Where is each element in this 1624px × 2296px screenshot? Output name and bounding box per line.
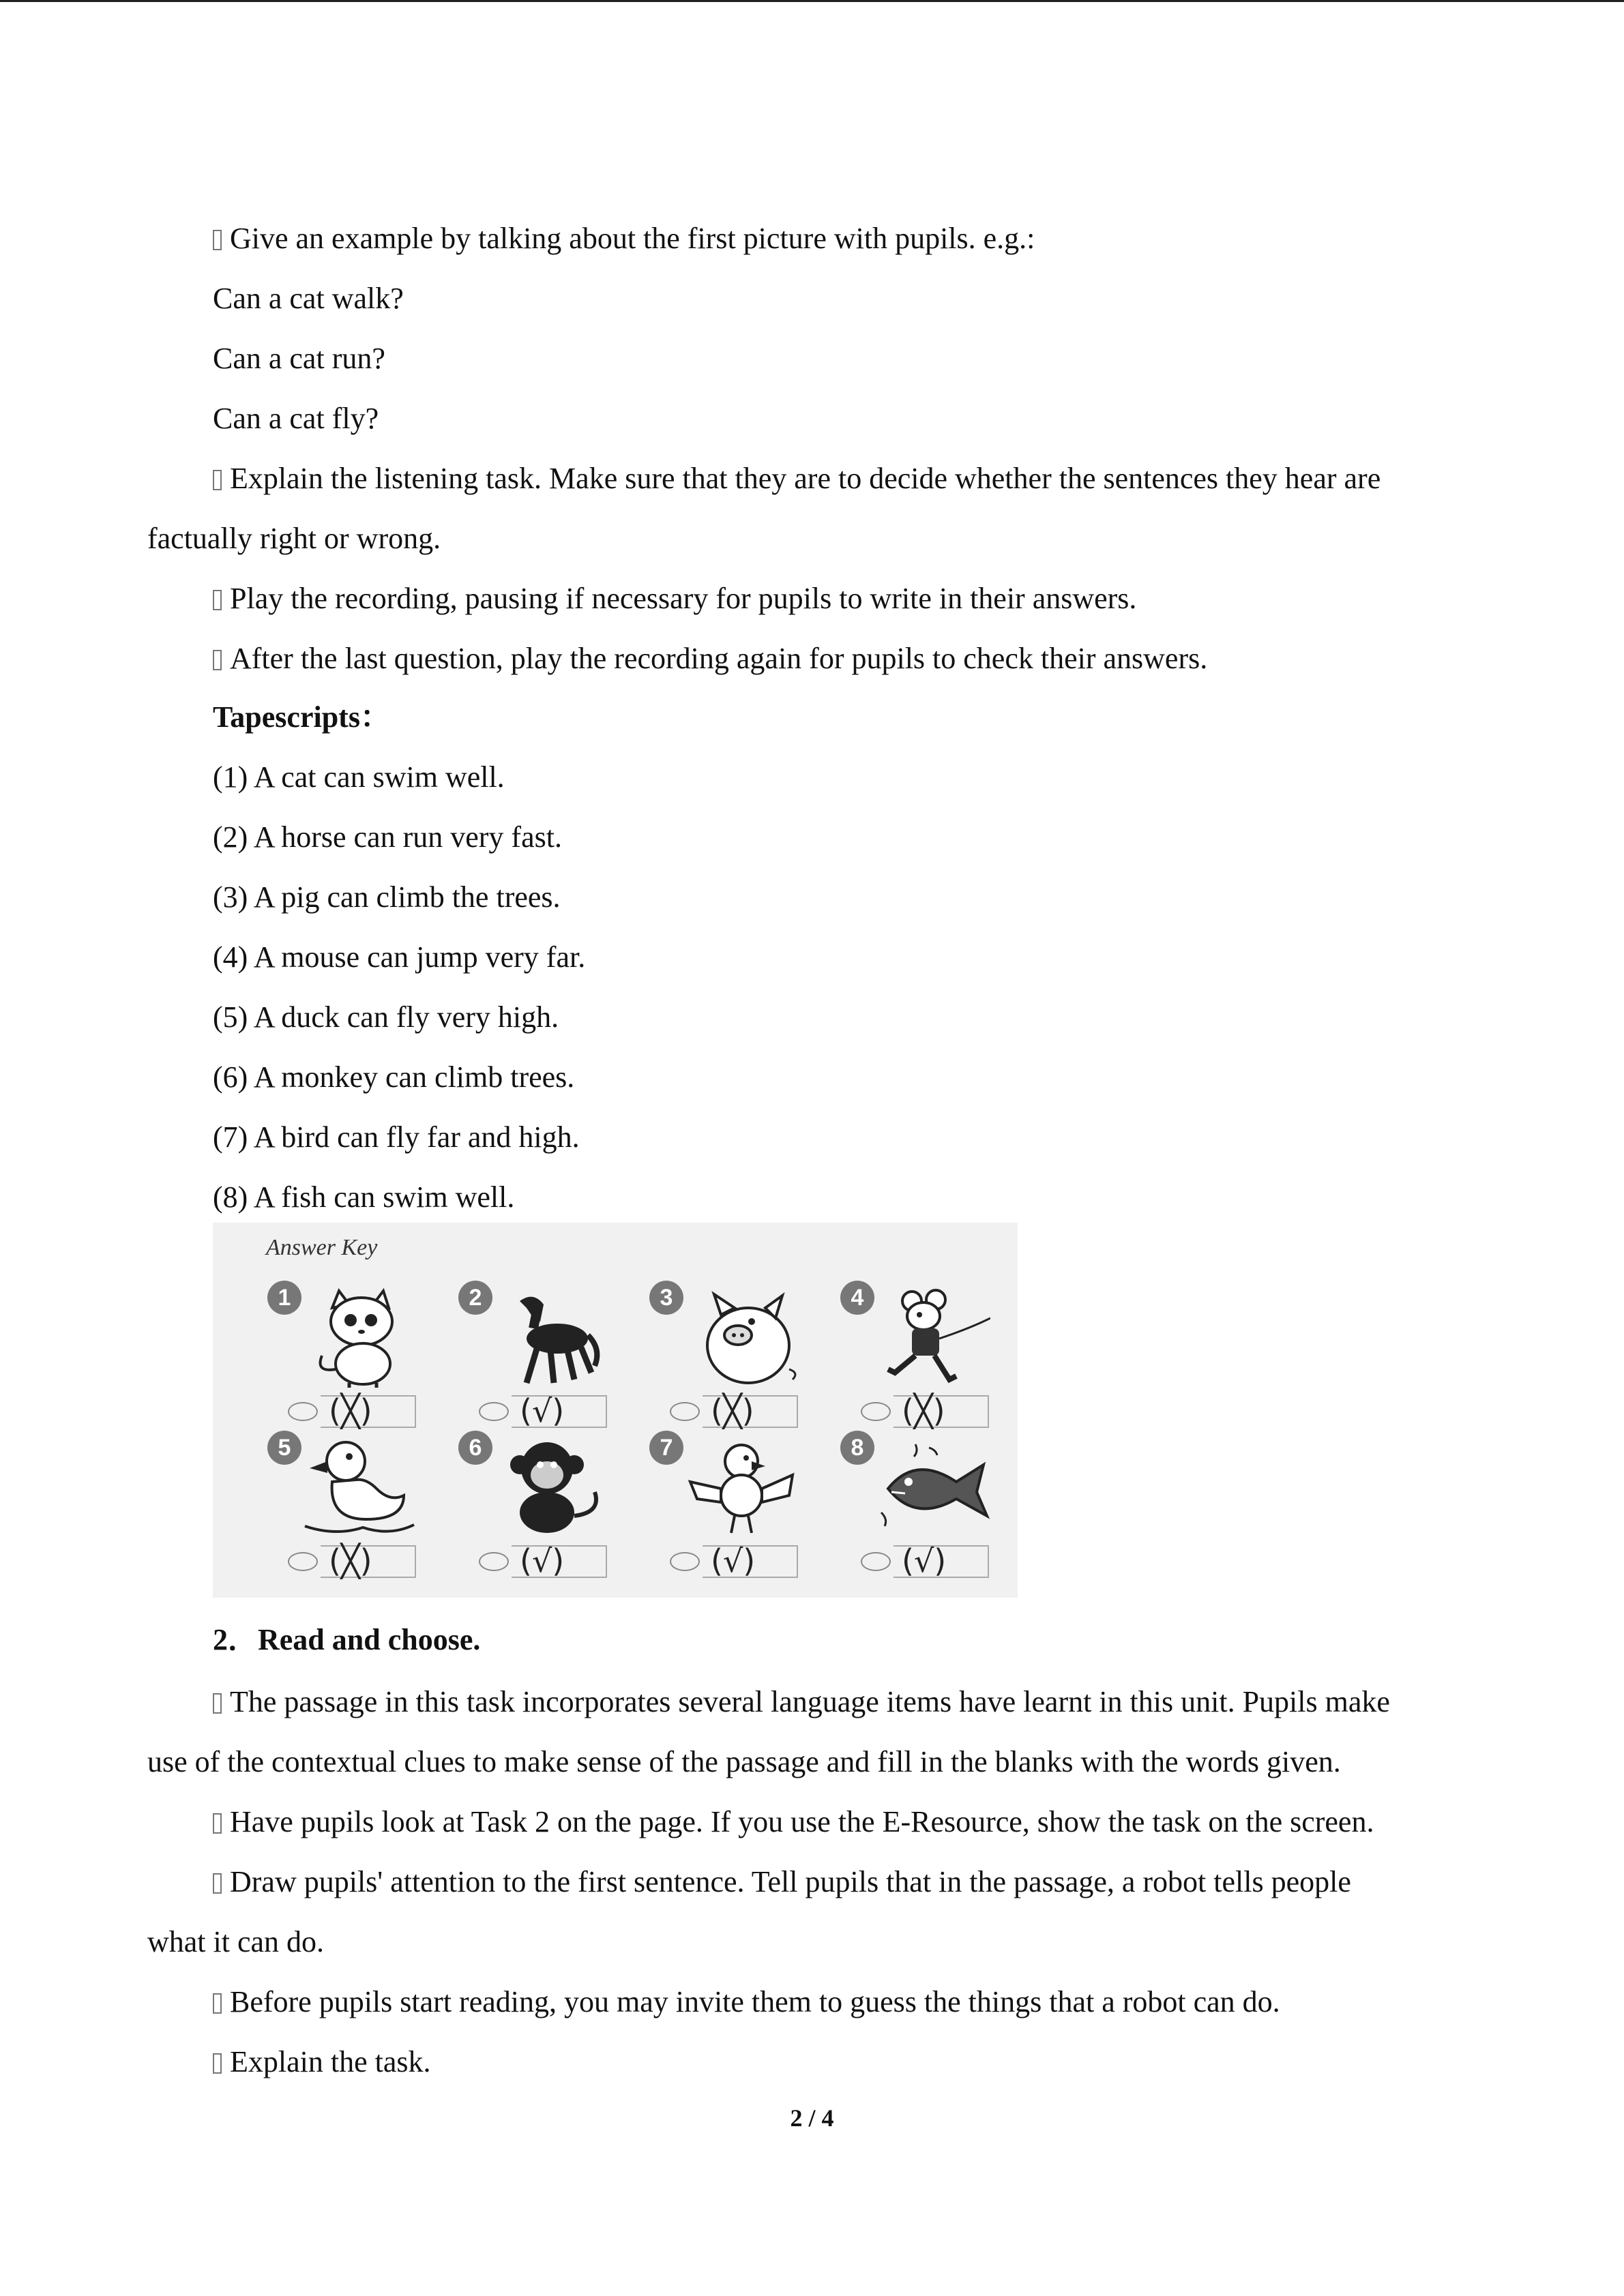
horse-icon bbox=[492, 1287, 608, 1390]
pen-icon bbox=[861, 1552, 891, 1571]
bullet-icon bbox=[213, 230, 222, 250]
step-text: After the last question, play the recording again for pupils to check their answers. bbox=[230, 642, 1208, 675]
mark-text: (╳) bbox=[711, 1392, 754, 1429]
paragraph-text: Before pupils start reading, you may invite them to guess the things that a robot can do. bbox=[230, 1985, 1280, 2018]
step-text: Give an example by talking about the first picture with pupils. e.g.: bbox=[230, 222, 1035, 255]
pen-icon bbox=[670, 1402, 700, 1421]
tapescript-item: (5) A duck can fly very high. bbox=[213, 1000, 559, 1034]
pen-icon bbox=[670, 1552, 700, 1571]
tapescript-item: (8) A fish can swim well. bbox=[213, 1180, 515, 1214]
step-play-again bbox=[213, 640, 1207, 678]
bird-icon bbox=[683, 1437, 799, 1540]
step-text: Explain the listening task. Make sure that they are to decide whether the sentences they hear are bbox=[230, 462, 1381, 495]
tapescript-item: (4) A mouse can jump very far. bbox=[213, 940, 586, 974]
answer-key-caption: Answer Key bbox=[266, 1235, 378, 1260]
pen-icon bbox=[479, 1552, 509, 1571]
section2-paragraph bbox=[213, 1863, 1351, 1901]
mark-text: (√) bbox=[520, 1542, 565, 1579]
pig-icon bbox=[683, 1287, 799, 1390]
item-number: 2 bbox=[458, 1281, 492, 1315]
pen-icon bbox=[288, 1402, 318, 1421]
paragraph-text: The passage in this task incorporates several language items have learnt in this unit. Pupils make bbox=[230, 1685, 1390, 1718]
item-number: 7 bbox=[649, 1431, 683, 1465]
tapescript-item: (7) A bird can fly far and high. bbox=[213, 1120, 580, 1154]
step-explain-task bbox=[213, 460, 1381, 498]
paragraph-text: Draw pupils' attention to the first sentence. Tell pupils that in the passage, a robot tells people bbox=[230, 1865, 1351, 1898]
answer-mark bbox=[861, 1392, 990, 1429]
mark-text: (√) bbox=[902, 1542, 947, 1579]
tapescript-item: (6) A monkey can climb trees. bbox=[213, 1060, 575, 1094]
mark-text: (╳) bbox=[329, 1542, 372, 1579]
pen-icon bbox=[861, 1402, 891, 1421]
answer-cell-3 bbox=[643, 1281, 827, 1437]
step-give-example bbox=[213, 220, 1035, 258]
tapescript-item: (3) A pig can climb the trees. bbox=[213, 880, 561, 914]
answer-cell-8 bbox=[833, 1431, 1018, 1587]
paragraph-text: Explain the task. bbox=[230, 2045, 431, 2078]
monkey-icon bbox=[492, 1437, 608, 1540]
section2-paragraph-cont: what it can do. bbox=[147, 1925, 325, 1958]
tapescripts-heading: Tapescripts： bbox=[213, 700, 390, 734]
paragraph-text: Have pupils look at Task 2 on the page. If you use the E-Resource, show the task on the screen. bbox=[230, 1805, 1374, 1838]
answer-mark bbox=[861, 1542, 990, 1579]
bullet-icon bbox=[213, 650, 222, 670]
pen-icon bbox=[288, 1552, 318, 1571]
item-number: 6 bbox=[458, 1431, 492, 1465]
example-question: Can a cat walk? bbox=[213, 282, 404, 315]
answer-key-figure bbox=[213, 1223, 1018, 1598]
bullet-icon bbox=[213, 1993, 222, 2014]
fish-icon bbox=[874, 1437, 990, 1540]
answer-cell-4 bbox=[833, 1281, 1018, 1437]
bullet-icon bbox=[213, 590, 222, 610]
item-number: 5 bbox=[267, 1431, 301, 1465]
answer-mark bbox=[479, 1542, 608, 1579]
bullet-icon bbox=[213, 2053, 222, 2074]
bullet-icon bbox=[213, 1813, 222, 1834]
answer-cell-1 bbox=[261, 1281, 445, 1437]
top-border bbox=[0, 0, 1624, 2]
step-play-recording bbox=[213, 580, 1136, 618]
duck-icon bbox=[301, 1437, 417, 1540]
mark-text: (╳) bbox=[329, 1392, 372, 1429]
answer-cell-6 bbox=[452, 1431, 636, 1587]
answer-mark bbox=[670, 1542, 799, 1579]
mouse-icon bbox=[874, 1287, 990, 1390]
section-heading: 2．Read and choose. bbox=[213, 1623, 481, 1656]
section2-paragraph-cont: use of the contextual clues to make sense of the passage and fill in the blanks with the words given. bbox=[147, 1745, 1341, 1778]
bullet-icon bbox=[213, 1873, 222, 1894]
mark-text: (╳) bbox=[902, 1392, 945, 1429]
answer-mark bbox=[479, 1392, 608, 1429]
section2-paragraph bbox=[213, 1683, 1390, 1721]
mark-text: (√) bbox=[711, 1542, 756, 1579]
answer-cell-5 bbox=[261, 1431, 445, 1587]
tapescript-item: (2) A horse can run very fast. bbox=[213, 820, 562, 854]
answer-cell-7 bbox=[643, 1431, 827, 1587]
step-explain-task-cont: factually right or wrong. bbox=[147, 522, 441, 555]
mark-text: (√) bbox=[520, 1392, 565, 1429]
section2-paragraph bbox=[213, 2043, 431, 2081]
item-number: 8 bbox=[840, 1431, 874, 1465]
section2-paragraph bbox=[213, 1983, 1280, 2021]
item-number: 1 bbox=[267, 1281, 301, 1315]
example-question: Can a cat fly? bbox=[213, 402, 379, 435]
example-question: Can a cat run? bbox=[213, 342, 385, 375]
step-text: Play the recording, pausing if necessary for pupils to write in their answers. bbox=[230, 582, 1137, 615]
answer-mark bbox=[288, 1392, 417, 1429]
answer-mark bbox=[288, 1542, 417, 1579]
answer-cell-2 bbox=[452, 1281, 636, 1437]
pen-icon bbox=[479, 1402, 509, 1421]
item-number: 4 bbox=[840, 1281, 874, 1315]
answer-mark bbox=[670, 1392, 799, 1429]
section2-paragraph bbox=[213, 1803, 1374, 1841]
tapescript-item: (1) A cat can swim well. bbox=[213, 760, 505, 794]
bullet-icon bbox=[213, 470, 222, 490]
page-number: 2 / 4 bbox=[790, 2104, 834, 2132]
cat-icon bbox=[301, 1287, 417, 1390]
item-number: 3 bbox=[649, 1281, 683, 1315]
bullet-icon bbox=[213, 1693, 222, 1714]
